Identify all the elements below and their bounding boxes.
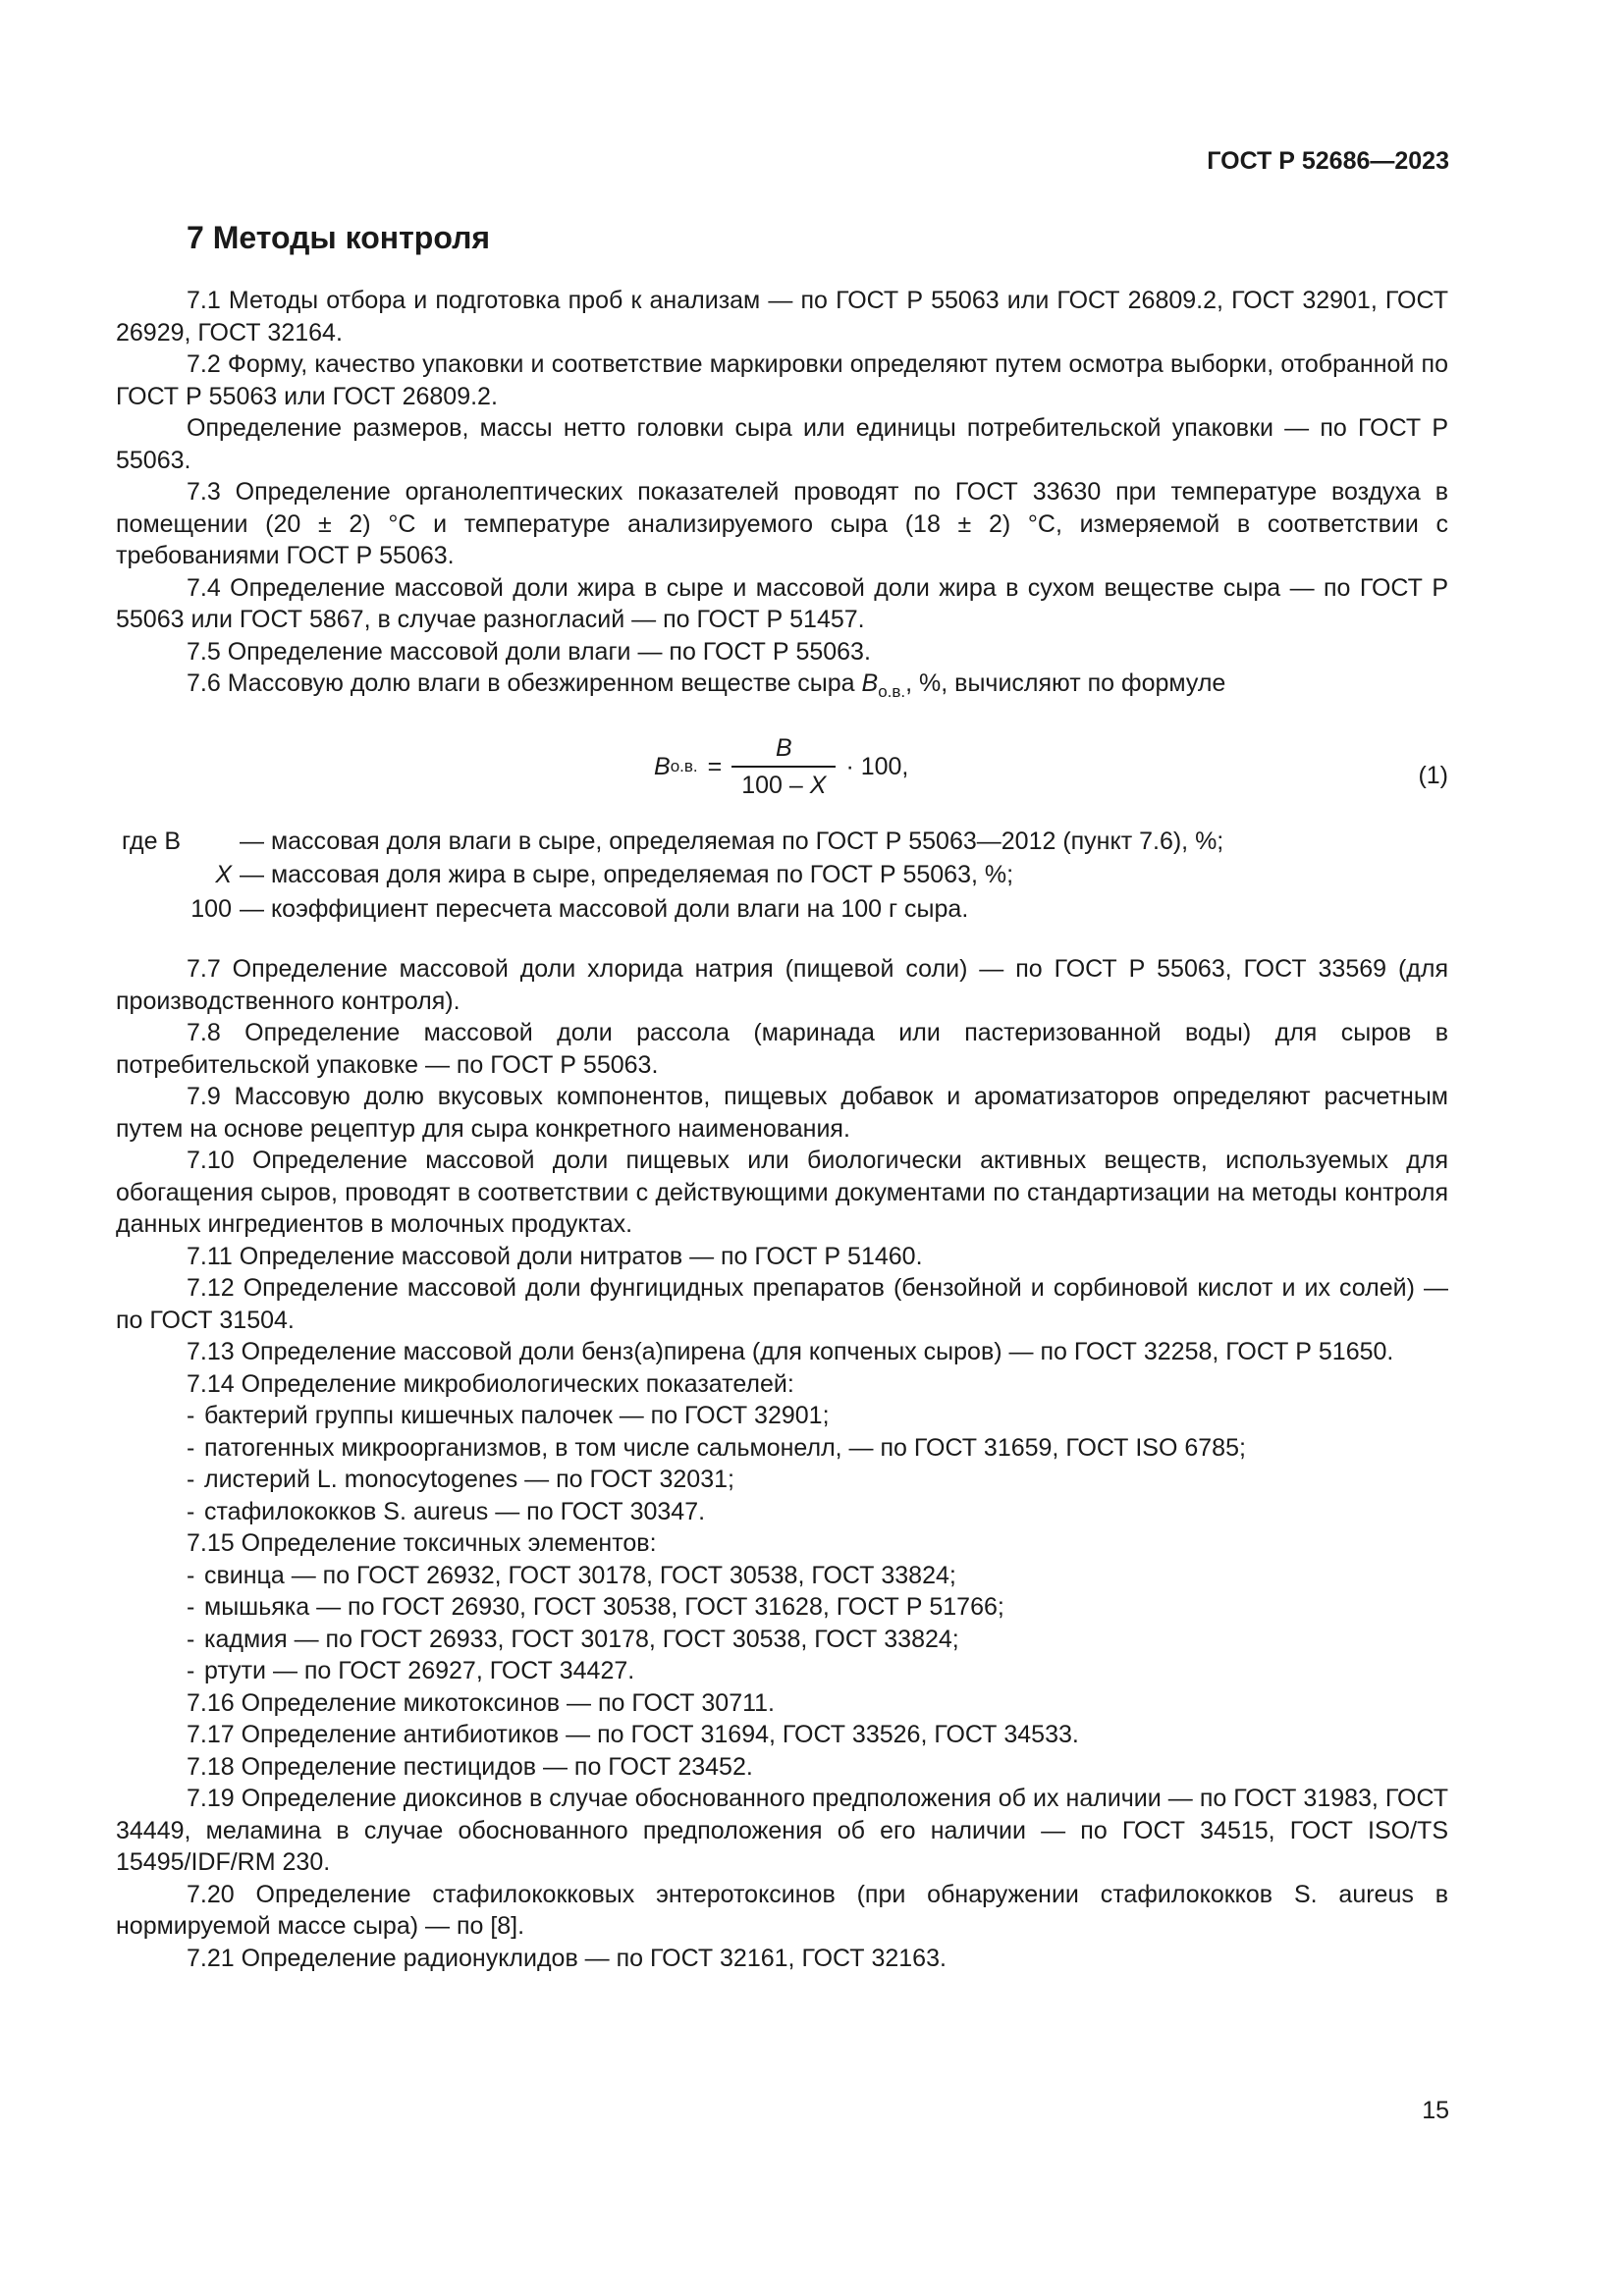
paragraph-7-8: 7.8 Определение массовой доли рассола (маринада или пастеризованной воды) для сыров в потребительской упаковке — по ГОСТ Р 55063.: [116, 1019, 1448, 1079]
legend-symbol: Х: [215, 861, 232, 888]
paragraph-7-6-tail: , %, вычисляют по формуле: [905, 669, 1226, 697]
list-bullet: -: [187, 1466, 195, 1493]
paragraph-7-2: 7.2 Форму, качество упаковки и соответствие маркировки определяют путем осмотра выборки, отобранной по ГОСТ Р 55063 или ГОСТ 26809.2.: [116, 350, 1448, 410]
list-item: [187, 1464, 1448, 1496]
paragraph-7-11: 7.11 Определение массовой доли нитратов — по ГОСТ Р 51460.: [187, 1242, 923, 1270]
formula-legend: [116, 825, 1448, 927]
list-item: [187, 1655, 1448, 1687]
paragraph-sizes: Определение размеров, массы нетто головки сыра или единицы потребительской упаковки — по ГОСТ Р 55063.: [116, 414, 1448, 474]
formula-fraction: [731, 732, 836, 802]
spacer: [116, 926, 1448, 953]
list-item-text: патогенных микроорганизмов, в том числе сальмонелл, — по ГОСТ 31659, ГОСТ ISO 6785;: [204, 1433, 1246, 1462]
formula-1: [654, 732, 908, 802]
paragraph-7-17: 7.17 Определение антибиотиков — по ГОСТ 31694, ГОСТ 33526, ГОСТ 34533.: [187, 1721, 1079, 1748]
paragraph-7-4: 7.4 Определение массовой доли жира в сыре и массовой доли жира в сухом веществе сыра — по ГОСТ Р 55063 или ГОСТ 5867, в случае разногласий — по ГОСТ Р 51457.: [116, 573, 1448, 633]
list-bullet: -: [187, 1497, 195, 1525]
list-item-text: кадмия — по ГОСТ 26933, ГОСТ 30178, ГОСТ 30538, ГОСТ 33824;: [204, 1625, 959, 1653]
list-item: [187, 1591, 1448, 1624]
list-item-text: бактерий группы кишечных палочек — по ГОСТ 32901;: [204, 1402, 830, 1429]
paragraph-7-5: 7.5 Определение массовой доли влаги — по ГОСТ Р 55063.: [187, 637, 871, 666]
paragraph-7-16: 7.16 Определение микотоксинов — по ГОСТ 30711.: [187, 1688, 775, 1717]
paragraph-7-19: 7.19 Определение диоксинов в случае обоснованного предположения об их наличии — по ГОСТ 31983, ГОСТ 34449, меламина в случае обоснованного предположения об его наличии — по ГОСТ 34515, ГОСТ ISO/TS 15495/IDF/RM 230.: [116, 1785, 1448, 1876]
paragraph-7-14: 7.14 Определение микробиологических показателей:: [187, 1369, 794, 1398]
formula-number: (1): [1418, 761, 1448, 789]
legend-text: — коэффициент пересчета массовой доли влаги на 100 г сыра.: [240, 894, 969, 923]
legend-symbol: где В: [122, 827, 182, 855]
legend-text: — массовая доля влаги в сыре, определяемая по ГОСТ Р 55063—2012 (пункт 7.6), %;: [240, 827, 1224, 855]
legend-row: [116, 858, 1448, 892]
list-item-text: свинца — по ГОСТ 26932, ГОСТ 30178, ГОСТ 30538, ГОСТ 33824;: [204, 1561, 956, 1589]
list-bullet: -: [187, 1433, 195, 1462]
list-bullet: -: [187, 1402, 195, 1429]
legend-row: [116, 892, 1448, 927]
formula-denominator: [731, 766, 836, 802]
paragraph-7-9: 7.9 Массовую долю вкусовых компонентов, пищевых добавок и ароматизаторов определяют расчетным путем на основе рецептур для сыра конкретного наименования.: [116, 1083, 1448, 1143]
formula-equals: =: [707, 752, 723, 780]
paragraph-7-20: 7.20 Определение стафилококковых энтеротоксинов (при обнаружении стафилококков S. aureus в нормируемой массе сыра) — по [8].: [116, 1880, 1448, 1940]
legend-symbol: 100: [190, 894, 232, 923]
paragraph-7-1: 7.1 Методы отбора и подготовка проб к анализам — по ГОСТ Р 55063 или ГОСТ 26809.2, ГОСТ 32901, ГОСТ 26929, ГОСТ 32164.: [116, 287, 1448, 347]
formula-denominator-const: 100 –: [741, 772, 810, 799]
section-title: 7 Методы контроля: [187, 220, 491, 255]
paragraph-7-6-subscript: о.в.: [878, 682, 906, 701]
page-number: 15: [1422, 2097, 1449, 2124]
paragraph-7-18: 7.18 Определение пестицидов — по ГОСТ 23452.: [187, 1752, 753, 1781]
list-item-text: ртути — по ГОСТ 26927, ГОСТ 34427.: [204, 1657, 635, 1684]
paragraph-7-3: 7.3 Определение органолептических показателей проводят по ГОСТ 33630 при температуре воздуха в помещении (20 ± 2) °С и температуре анализируемого сыра (18 ± 2) °С, измеряемой в соответствии с требованиями ГОСТ Р 55063.: [116, 478, 1448, 569]
formula-lhs-subscript: о.в.: [670, 756, 698, 775]
formula-denominator-var: X: [809, 772, 827, 799]
paragraph-7-12: 7.12 Определение массовой доли фунгицидных препаратов (бензойной и сорбиновой кислот и их солей) — по ГОСТ 31504.: [116, 1274, 1448, 1334]
list-item: [187, 1400, 1448, 1432]
list-bullet: -: [187, 1657, 195, 1684]
paragraph-7-7: 7.7 Определение массовой доли хлорида натрия (пищевой соли) — по ГОСТ Р 55063, ГОСТ 33569 (для производственного контроля).: [116, 955, 1448, 1015]
paragraph-7-13: 7.13 Определение массовой доли бенз(а)пирена (для копченых сыров) — по ГОСТ 32258, ГОСТ Р 51650.: [187, 1338, 1394, 1365]
document-body: [116, 218, 1448, 1974]
list-item: [187, 1432, 1448, 1465]
paragraph-7-10: 7.10 Определение массовой доли пищевых или биологически активных веществ, используемых для обогащения сыров, проводят в соответствии с действующими документами по стандартизации на методы контроля данных ингредиентов в молочных продуктах.: [116, 1147, 1448, 1238]
paragraph-7-6-symbol: В: [861, 669, 879, 697]
list-bullet: -: [187, 1625, 195, 1653]
formula-lhs-symbol: В: [654, 752, 671, 780]
formula-block: [116, 721, 1448, 815]
legend-row: [116, 825, 1448, 859]
paragraph-7-21: 7.21 Определение радионуклидов — по ГОСТ 32161, ГОСТ 32163.: [187, 1944, 947, 1972]
list-item-text: листерий L. monocytogenes — по ГОСТ 32031;: [204, 1466, 734, 1493]
list-item: [187, 1560, 1448, 1592]
formula-numerator: В: [775, 733, 792, 762]
list-item: [187, 1496, 1448, 1528]
paragraph-7-6-text: 7.6 Массовую долю влаги в обезжиренном веществе сыра: [187, 669, 862, 697]
document-code-header: ГОСТ Р 52686—2023: [1207, 147, 1449, 175]
paragraph-7-6: [116, 667, 1448, 709]
list-item-text: стафилококков S. aureus — по ГОСТ 30347.: [204, 1497, 706, 1525]
list-item-text: мышьяка — по ГОСТ 26930, ГОСТ 30538, ГОСТ 31628, ГОСТ Р 51766;: [204, 1593, 1004, 1621]
list-item: [187, 1624, 1448, 1656]
list-bullet: -: [187, 1593, 195, 1621]
legend-text: — массовая доля жира в сыре, определяемая по ГОСТ Р 55063, %;: [240, 861, 1014, 888]
list-bullet: -: [187, 1561, 195, 1589]
formula-multiplier: · 100,: [845, 752, 909, 780]
paragraph-7-15: 7.15 Определение токсичных элементов:: [187, 1529, 657, 1557]
